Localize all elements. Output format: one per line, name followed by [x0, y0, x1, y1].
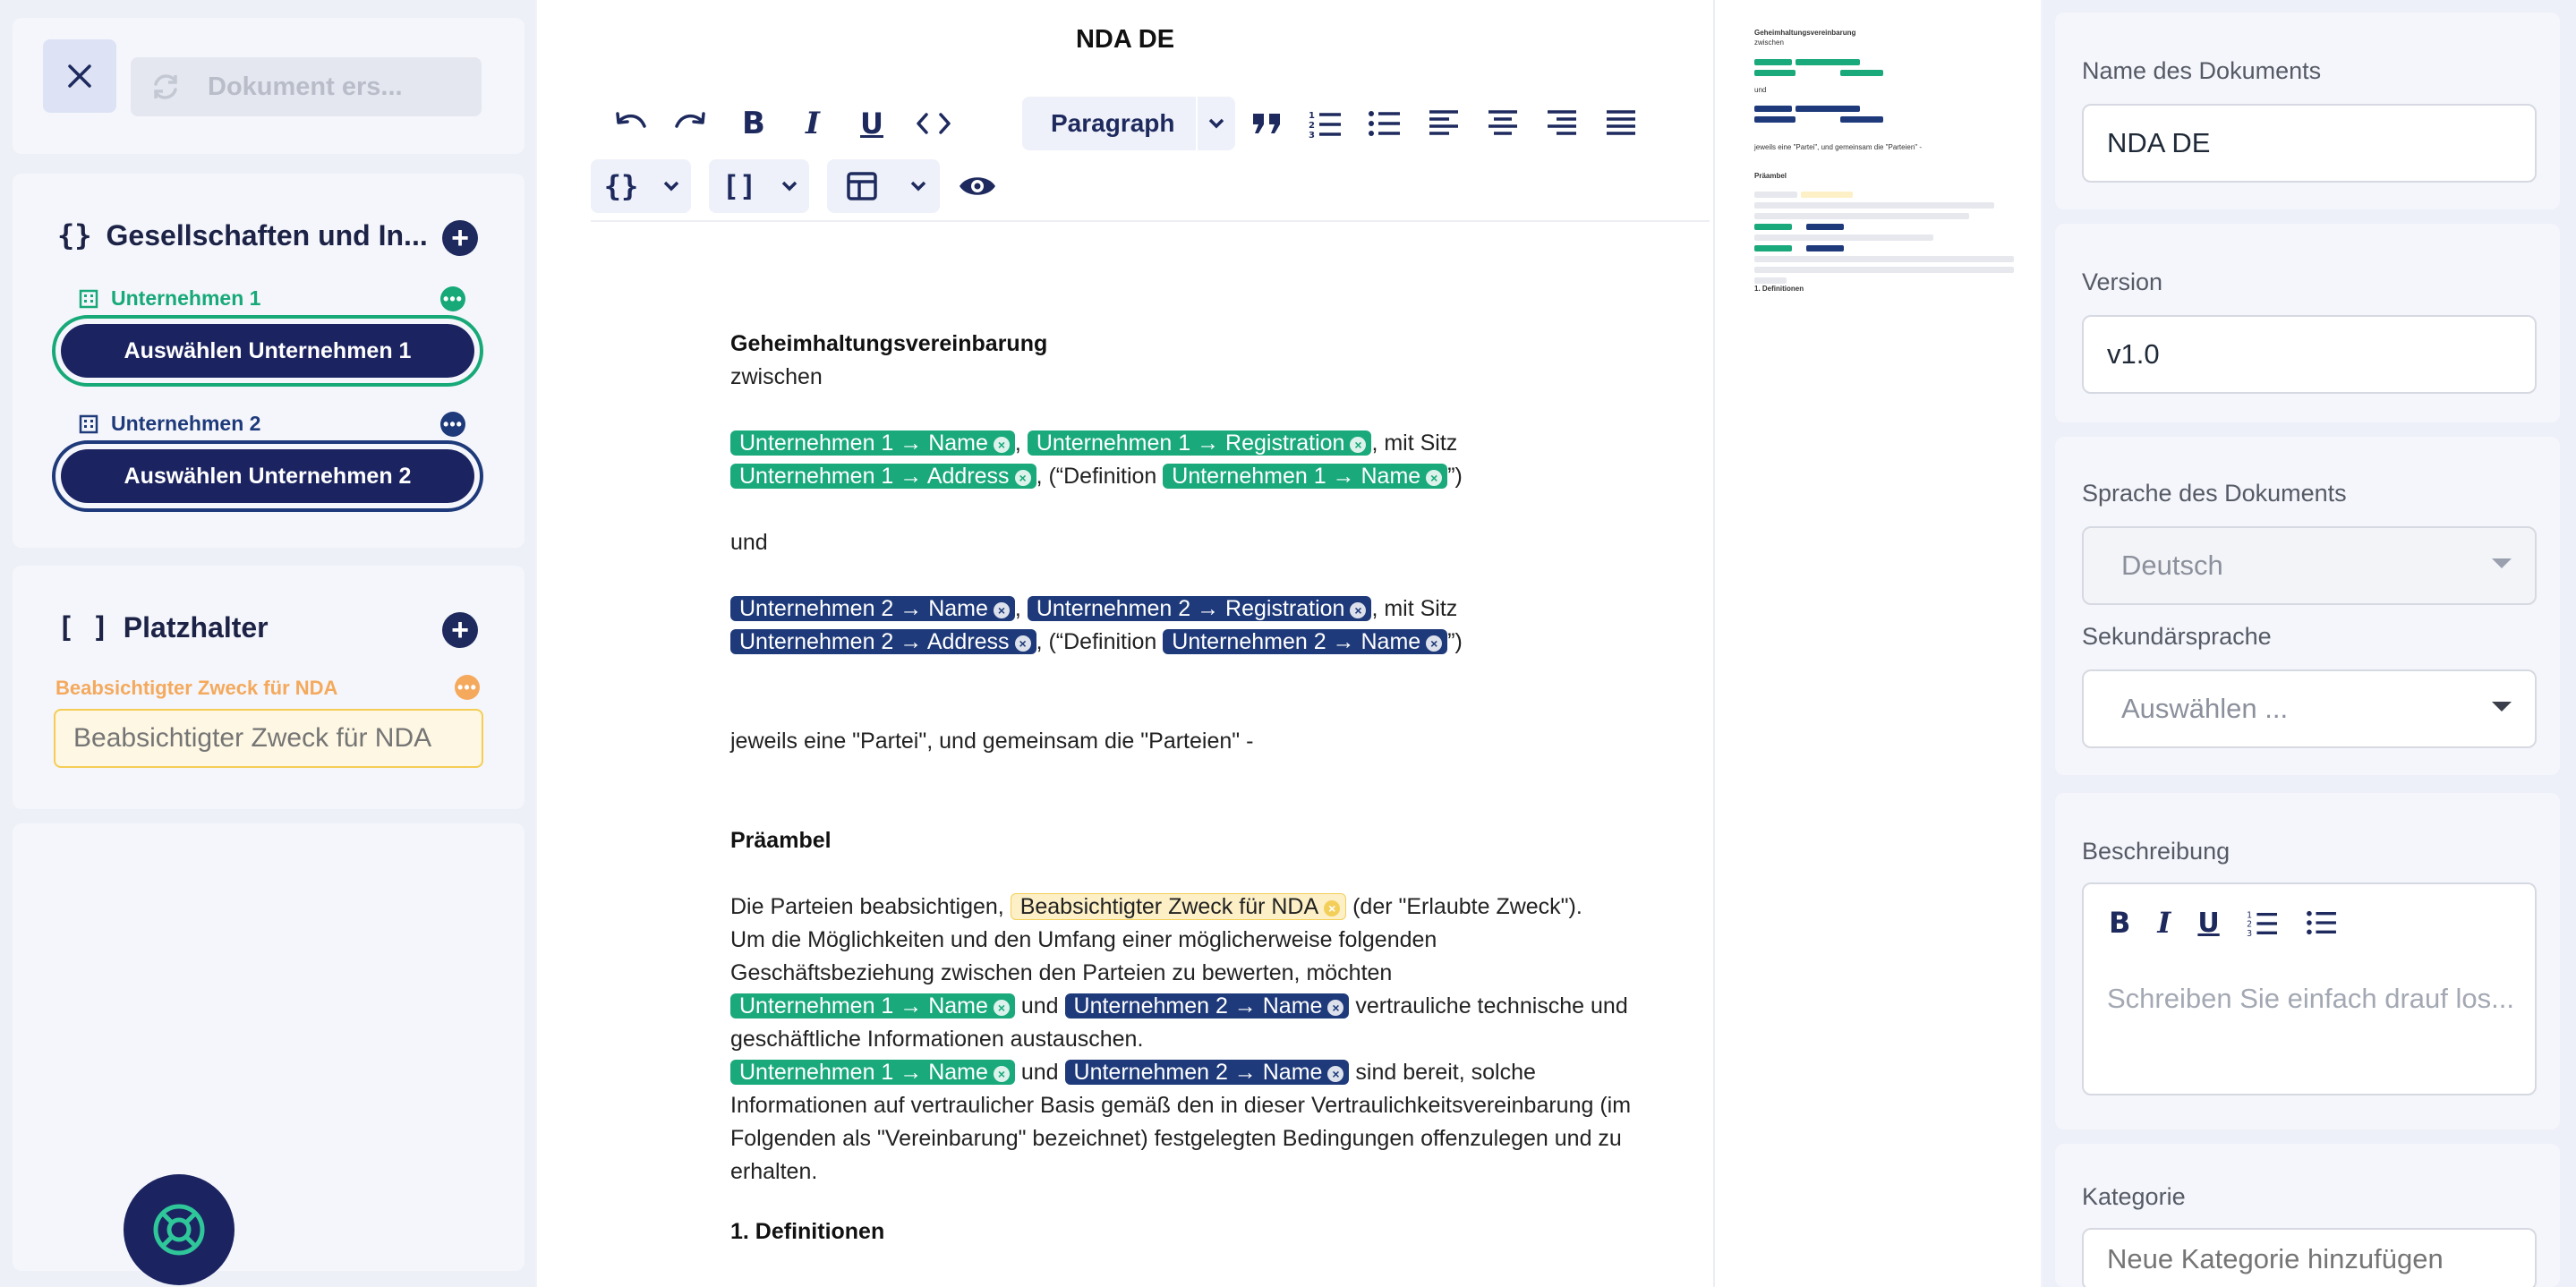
close-button[interactable]	[43, 39, 116, 113]
doc-company-1-line-2: Unternehmen 1 → Address × , (“Definition Unternehmen 1 → Name × ”)	[730, 460, 1679, 493]
name-label: Name des Dokuments	[2082, 57, 2322, 84]
bold-icon[interactable]: B	[2109, 906, 2131, 940]
remove-tag-icon[interactable]: ×	[1324, 900, 1340, 916]
chevron-down-icon	[909, 180, 927, 192]
tag-company-2-name[interactable]: Unternehmen 2 → Name ×	[1163, 629, 1447, 654]
building-icon	[79, 414, 98, 434]
preview-tag	[1754, 70, 1796, 76]
doc-preamble-line-3: Geschäftsbeziehung zwischen den Parteien zu bewerten, möchten	[730, 960, 1393, 985]
doc-preamble-line-9: erhalten.	[730, 1159, 818, 1184]
version-label: Version	[2082, 268, 2163, 295]
code-button[interactable]	[911, 97, 956, 150]
placeholders-section-title	[57, 610, 269, 644]
ordered-list-icon	[1309, 108, 1343, 139]
bullet-list-icon[interactable]	[2306, 909, 2338, 936]
doc-heading: Geheimhaltungsvereinbarung	[730, 331, 1048, 356]
more-icon: •••	[443, 290, 463, 308]
tag-company-2-name[interactable]: Unternehmen 2 → Name ×	[1065, 993, 1350, 1019]
preview-eye-icon	[958, 173, 997, 200]
align-right-button[interactable]	[1540, 97, 1584, 150]
document-editor	[537, 0, 1713, 1287]
company-1-label	[79, 286, 260, 311]
plus-icon: +	[451, 613, 469, 647]
redo-icon	[673, 110, 707, 137]
remove-tag-icon[interactable]: ×	[994, 1000, 1010, 1016]
preview-tag	[1806, 245, 1844, 251]
placeholder-more-button[interactable]	[455, 675, 480, 700]
doc-company-1-line-1: Unternehmen 1 → Name × , Unternehmen 1 → Registration × , mit Sitz	[730, 427, 1679, 460]
placeholder-icon: [ ]	[57, 610, 109, 644]
add-company-button[interactable]	[442, 220, 478, 256]
language-label: Sprache des Dokuments	[2082, 480, 2347, 507]
placeholder-icon: []	[721, 169, 757, 203]
chevron-down-icon	[662, 180, 680, 192]
company-2-label	[79, 412, 260, 436]
company-1-more-button[interactable]	[440, 286, 465, 311]
remove-tag-icon[interactable]: ×	[994, 1066, 1010, 1082]
preview-text-line	[1754, 192, 1797, 198]
document-title: NDA DE	[1075, 25, 1175, 54]
italic-icon[interactable]: I	[2157, 906, 2171, 940]
doc-preamble-line-6: Unternehmen 1 → Name × und Unternehmen 2 → Name × sind bereit, solche	[730, 1056, 1679, 1089]
italic-button[interactable]	[793, 97, 832, 150]
tag-company-1-address[interactable]: Unternehmen 1 → Address ×	[730, 464, 1036, 489]
version-input[interactable]	[2082, 315, 2537, 394]
document-content[interactable]	[730, 328, 1679, 1249]
lifebuoy-icon	[149, 1200, 209, 1259]
preview-tag	[1801, 192, 1853, 198]
doc-preamble-title: Präambel	[730, 828, 832, 853]
sidebar-empty-card	[13, 823, 525, 1271]
undo-icon	[614, 110, 648, 137]
remove-tag-icon[interactable]: ×	[1015, 635, 1031, 652]
refresh-icon	[149, 70, 183, 104]
svg-text:2: 2	[2246, 919, 2252, 930]
preview-parties: jeweils eine "Partei", und gemeinsam die "Parteien" -	[1754, 143, 1923, 151]
ordered-list-icon[interactable]	[2247, 908, 2279, 937]
preview-and: und	[1754, 86, 1767, 94]
description-toolbar	[2109, 906, 2338, 940]
variable-icon: {}	[603, 169, 639, 203]
description-label: Beschreibung	[2082, 838, 2231, 865]
plus-icon: +	[451, 221, 469, 255]
company-1-label-text: Unternehmen 1	[111, 286, 261, 310]
svg-text:2: 2	[1309, 121, 1315, 131]
remove-tag-icon[interactable]: ×	[1350, 437, 1366, 453]
tag-company-1-name[interactable]: Unternehmen 1 → Name ×	[1163, 464, 1447, 489]
bullet-list-button[interactable]	[1362, 97, 1407, 150]
remove-tag-icon[interactable]: ×	[1350, 602, 1366, 618]
variable-icon: {}	[57, 218, 92, 252]
svg-text:3: 3	[1309, 131, 1315, 139]
remove-tag-icon[interactable]: ×	[1327, 1000, 1343, 1016]
bold-button[interactable]	[734, 97, 773, 150]
tag-company-2-registration[interactable]: Unternehmen 2 → Registration ×	[1028, 596, 1372, 621]
align-left-icon	[1428, 109, 1460, 138]
remove-tag-icon[interactable]: ×	[1426, 635, 1442, 652]
select-company-1-wrap	[52, 315, 483, 387]
doc-between: zwischen	[730, 364, 823, 389]
create-document-label: Dokument ers...	[208, 72, 403, 101]
layout-button[interactable]	[827, 159, 897, 213]
secondary-language-select[interactable]	[2082, 669, 2537, 748]
tag-company-2-address[interactable]: Unternehmen 2 → Address ×	[730, 629, 1036, 654]
document-name-input[interactable]	[2082, 104, 2537, 183]
svg-text:1: 1	[1309, 111, 1315, 121]
remove-tag-icon[interactable]: ×	[1015, 470, 1031, 486]
layout-icon	[847, 172, 877, 200]
chevron-down-icon	[2492, 558, 2512, 568]
preview-text-line	[1754, 256, 2014, 262]
category-label: Kategorie	[2082, 1183, 2186, 1210]
placeholder-purpose-input[interactable]	[54, 709, 483, 768]
redo-button[interactable]	[668, 97, 712, 150]
doc-preamble-line-1: Die Parteien beabsichtigen, Beabsichtigter Zweck für NDA × (der "Erlaubte Zweck").	[730, 894, 1582, 919]
preview-text-line	[1754, 213, 1969, 219]
align-center-icon	[1487, 109, 1519, 138]
italic-icon: I	[806, 106, 820, 141]
insert-variable-chevron[interactable]	[652, 159, 691, 213]
tag-company-1-name[interactable]: Unternehmen 1 → Name ×	[730, 430, 1015, 456]
bullet-list-icon	[1368, 109, 1402, 138]
underline-icon[interactable]: U	[2197, 907, 2220, 939]
document-settings-panel	[2043, 0, 2576, 1287]
align-center-button[interactable]	[1480, 97, 1525, 150]
help-button[interactable]	[124, 1174, 235, 1285]
company-2-more-button[interactable]	[440, 412, 465, 437]
description-placeholder: Schreiben Sie einfach drauf los...	[2107, 983, 2514, 1014]
chevron-down-icon	[2492, 702, 2512, 712]
preview-tag	[1840, 70, 1883, 76]
tag-company-1-name[interactable]: Unternehmen 1 → Name ×	[730, 993, 1015, 1019]
bold-icon: B	[742, 106, 765, 141]
quote-icon	[1251, 112, 1282, 135]
more-icon: •••	[443, 415, 463, 433]
doc-parties: jeweils eine "Partei", und gemeinsam die "Parteien" -	[730, 729, 1254, 754]
quote-button[interactable]	[1244, 97, 1289, 150]
align-left-button[interactable]	[1421, 97, 1466, 150]
layout-chevron[interactable]	[897, 159, 940, 213]
preview-tag	[1796, 59, 1860, 65]
tag-placeholder-purpose[interactable]: Beabsichtigter Zweck für NDA ×	[1011, 893, 1346, 920]
preview-tag	[1840, 116, 1883, 123]
document-preview[interactable]	[1713, 0, 2041, 1287]
doc-company-2-line-2: Unternehmen 2 → Address × , (“Definition Unternehmen 2 → Name × ”)	[730, 626, 1679, 659]
placeholder-field-label: Beabsichtigter Zweck für NDA	[55, 677, 338, 699]
preview-section-1: 1. Definitionen	[1754, 285, 1804, 293]
layout-group	[827, 159, 940, 213]
remove-tag-icon[interactable]: ×	[1327, 1066, 1343, 1082]
tag-company-1-registration[interactable]: Unternehmen 1 → Registration ×	[1028, 430, 1372, 456]
doc-and: und	[730, 530, 768, 555]
select-company-2-wrap	[52, 440, 483, 512]
doc-company-2-line-1: Unternehmen 2 → Name × , Unternehmen 2 → Registration × , mit Sitz	[730, 592, 1679, 626]
select-company-1-button[interactable]: Auswählen Unternehmen 1	[61, 324, 474, 378]
companies-section-title	[57, 218, 428, 252]
preview-text-line	[1754, 267, 2014, 273]
preview-between: zwischen	[1754, 38, 1784, 47]
tag-company-2-name[interactable]: Unternehmen 2 → Name ×	[730, 596, 1015, 621]
remove-tag-icon[interactable]: ×	[1426, 470, 1442, 486]
underline-button[interactable]	[852, 97, 891, 150]
code-icon	[916, 111, 951, 136]
close-icon	[66, 63, 93, 89]
preview-tag	[1754, 59, 1792, 65]
doc-preamble-line-4: Unternehmen 1 → Name × und Unternehmen 2 → Name × vertrauliche technische und	[730, 990, 1679, 1023]
preview-preamble-title: Präambel	[1754, 172, 1787, 180]
remove-tag-icon[interactable]: ×	[994, 602, 1010, 618]
remove-tag-icon[interactable]: ×	[994, 437, 1010, 453]
select-company-2-button[interactable]: Auswählen Unternehmen 2	[61, 449, 474, 503]
add-placeholder-button[interactable]	[442, 612, 478, 648]
align-justify-icon	[1605, 109, 1637, 138]
doc-preamble-line-2: Um die Möglichkeiten und den Umfang einer möglicherweise folgenden	[730, 927, 1437, 952]
preview-tag	[1806, 224, 1844, 230]
editor-toolbar	[591, 86, 1710, 222]
doc-section-1: 1. Definitionen	[730, 1219, 885, 1244]
preview-tag	[1754, 245, 1792, 251]
preview-text-line	[1754, 234, 1933, 241]
preview-text-line	[1754, 202, 1994, 209]
insert-placeholder-chevron[interactable]	[770, 159, 809, 213]
preview-tag	[1754, 116, 1796, 123]
tag-company-2-name[interactable]: Unternehmen 2 → Name ×	[1065, 1060, 1350, 1085]
companies-title-text: Gesellschaften und In...	[106, 218, 428, 251]
svg-text:1: 1	[2246, 910, 2252, 921]
language-value: Deutsch	[2121, 550, 2223, 581]
chevron-down-icon	[780, 180, 798, 192]
company-2-label-text: Unternehmen 2	[111, 412, 261, 435]
insert-variable-group	[591, 159, 691, 213]
doc-preamble-line-8: Folgenden als "Vereinbarung" bezeichnet) festgelegten Bedingungen offenzulegen und zu	[730, 1126, 1622, 1151]
block-format-value: Paragraph	[1051, 109, 1175, 137]
description-editor[interactable]	[2082, 882, 2537, 1095]
create-document-button[interactable]	[131, 57, 482, 116]
preview-toggle-button[interactable]	[951, 159, 1004, 213]
underline-icon: U	[860, 107, 883, 141]
preview-heading: Geheimhaltungsvereinbarung	[1754, 29, 1856, 37]
building-icon	[79, 289, 98, 309]
preview-text-line	[1754, 277, 1787, 284]
chevron-down-icon	[1207, 117, 1225, 130]
ordered-list-button[interactable]	[1303, 97, 1348, 150]
secondary-language-value: Auswählen ...	[2121, 693, 2289, 724]
tag-company-1-name[interactable]: Unternehmen 1 → Name ×	[730, 1060, 1015, 1085]
language-select[interactable]	[2082, 526, 2537, 605]
doc-preamble-line-7: Informationen auf vertraulicher Basis gemäß den in dieser Vertraulichkeitsvereinbarung (im	[730, 1093, 1632, 1118]
svg-text:3: 3	[2246, 929, 2252, 937]
category-input[interactable]	[2082, 1228, 2537, 1287]
insert-placeholder-group	[709, 159, 809, 213]
preview-tag	[1754, 224, 1792, 230]
placeholders-title-text: Platzhalter	[123, 610, 269, 644]
undo-button[interactable]	[609, 97, 653, 150]
align-justify-button[interactable]	[1599, 97, 1643, 150]
preview-tag	[1754, 106, 1792, 112]
block-format-chevron[interactable]	[1196, 97, 1235, 150]
doc-preamble-line-5: geschäftliche Informationen austauschen.	[730, 1027, 1144, 1052]
preview-tag	[1796, 106, 1860, 112]
insert-placeholder-button[interactable]	[709, 159, 770, 213]
insert-variable-button[interactable]	[591, 159, 652, 213]
more-icon: •••	[457, 678, 477, 696]
align-right-icon	[1546, 109, 1578, 138]
secondary-language-label: Sekundärsprache	[2082, 623, 2272, 650]
block-format-select[interactable]	[1022, 97, 1235, 150]
left-sidebar	[0, 0, 535, 1287]
